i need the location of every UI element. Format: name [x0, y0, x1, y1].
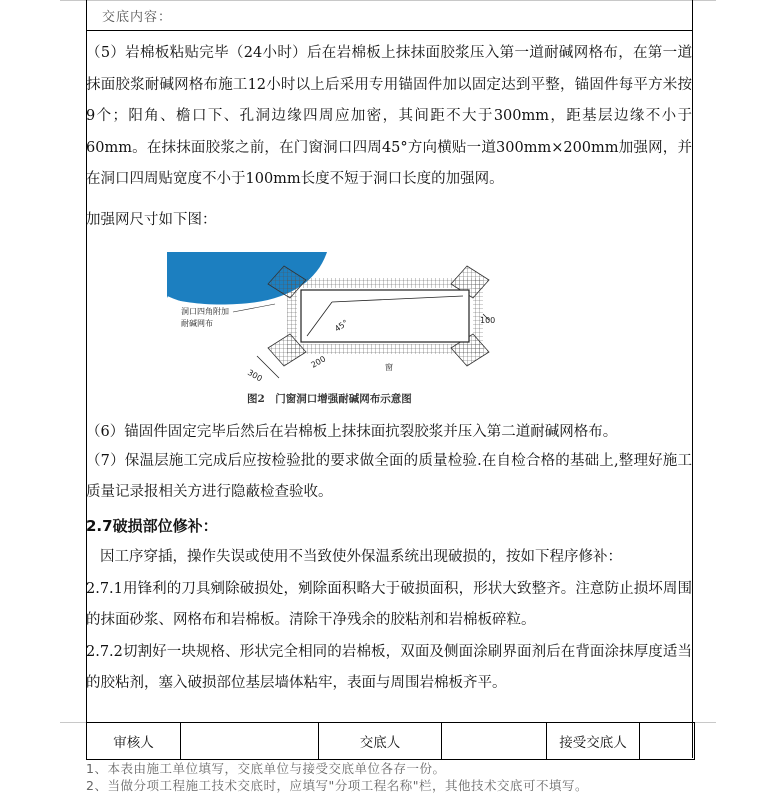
angle-label: 45° — [332, 318, 350, 334]
receiver-signature-field[interactable] — [640, 723, 694, 759]
section-2-7-heading: 2.7破损部位修补： — [86, 517, 218, 535]
reviewer-label: 审核人 — [87, 723, 181, 759]
dimension-300: 300 — [246, 367, 264, 384]
window-opening — [301, 290, 469, 342]
section-2-7-2: 2.7.2切割好一块规格、形状完全相同的岩棉板，双面及侧面涂刷界面剂后在背面涂抹厚度适当的胶粘剂，塞入破损部位基层墙体粘牢，表面与周围岩棉板齐平。 — [86, 643, 692, 691]
figure-intro: 加强网尺寸如下图： — [86, 211, 217, 228]
window-label: 窗 — [385, 363, 393, 372]
page-guide-top — [60, 0, 716, 1]
footnote-1: 1、本表由施工单位填写，交底单位与接受交底单位各存一份。 — [86, 761, 446, 776]
signature-row — [86, 722, 695, 760]
paragraph-step-7: （7）保温层施工完成后应按检验批的要求做全面的质量检验.在自检合格的基础上,整理好施工质量记录报相关方进行隐蔽检查验收。 — [86, 453, 692, 500]
section-2-7-1: 2.7.1用锋利的刀具剜除破损处，剜除面积略大于破损面积，形状大致整齐。注意防止损坏周围的抹面砂浆、网格布和岩棉板。清除干净残余的胶粘剂和岩棉板碎粒。 — [86, 580, 692, 628]
discloser-label: 交底人 — [319, 723, 442, 759]
disclosure-body — [86, 38, 692, 236]
callout-line-2: 耐碱网布 — [181, 319, 213, 328]
paragraph-step-6: （6）锚固件固定完毕后然后在岩棉板上抹抹面抗裂胶浆并压入第二道耐碱网格布。 — [86, 424, 618, 440]
dimension-200: 200 — [309, 354, 328, 370]
corner-mesh-bottom-left — [268, 334, 306, 366]
figure-caption: 图2 门窗洞口增强耐碱网布示意图 — [247, 393, 412, 405]
disclosure-body-continued — [86, 419, 692, 700]
reviewer-signature-field[interactable] — [181, 723, 319, 759]
footnotes — [86, 760, 588, 794]
footnote-2: 2、当做分项工程施工技术交底时，应填写"分项工程名称"栏，其他技术交底可不填写。 — [86, 778, 588, 793]
paragraph-step-5: （5）岩棉板粘贴完毕（24小时）后在岩棉板上抹抹面胶浆压入第一道耐碱网格布，在第一道抹面胶浆耐碱网格布施工12小时以上后采用专用锚固件加以固定达到平整，锚固件每平方米按9个；阳角、檐口下、孔洞边缘四周应加密，其间距不大于300mm，距基层边缘不小于60mm。在抹抹面胶浆之前，在门窗洞口四周45°方向横贴一道300mm×200mm加强网，并在洞口四周贴宽度不小于100mm长度不短于洞口长度的加强网。 — [86, 45, 692, 187]
table-right-border — [692, 0, 693, 758]
section-2-7-intro: 因工序穿插，操作失误或使用不当致使外保温系统出现破损的，按如下程序修补： — [100, 549, 622, 565]
disclosure-content-label: 交底内容： — [102, 10, 173, 25]
reinforcement-mesh-diagram — [167, 252, 500, 410]
receiver-label: 接受交底人 — [547, 723, 640, 759]
callout-line-1: 洞口四角附加 — [181, 307, 229, 316]
header-divider — [86, 30, 693, 31]
dimension-100: 100 — [480, 316, 496, 325]
discloser-signature-field[interactable] — [442, 723, 547, 759]
